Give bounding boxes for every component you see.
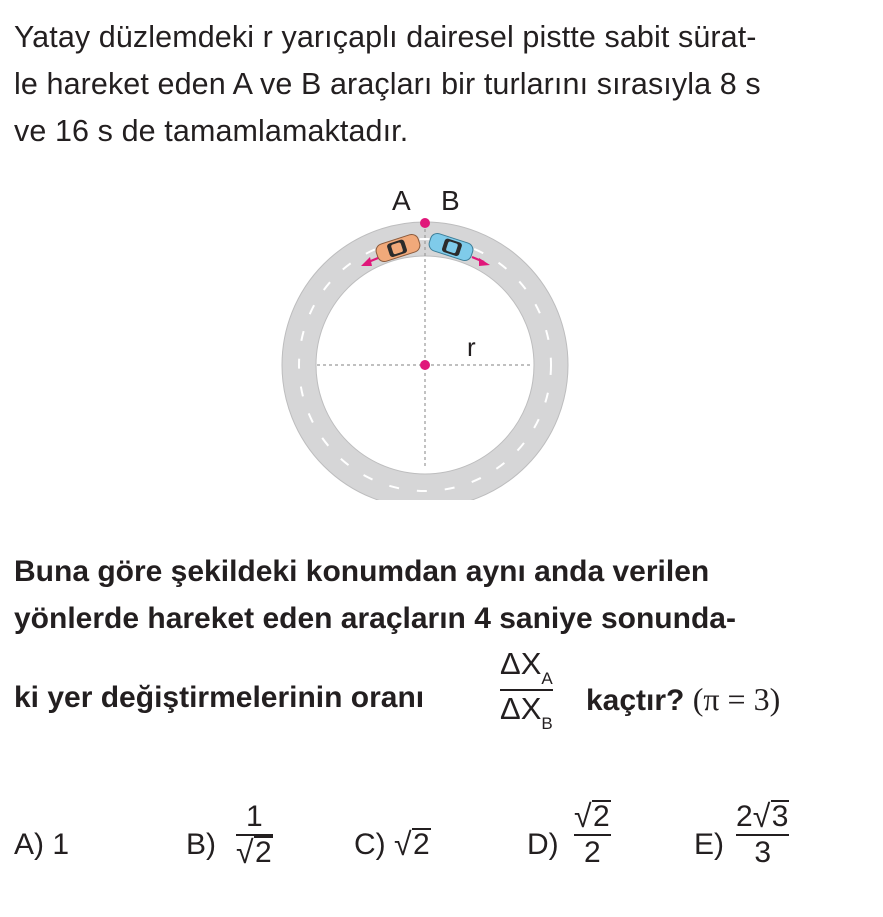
question-line-2: yönlerde hareket eden araçların 4 saniye sonunda-	[14, 602, 736, 635]
ratio-num-text: ΔX	[500, 646, 542, 681]
option-b-den: √ 2	[236, 834, 272, 870]
intro-line-3: ve 16 s de tamamlamaktadır.	[14, 114, 409, 148]
question-suffix	[586, 681, 780, 718]
option-e-value	[736, 800, 789, 870]
question-line-3	[14, 646, 874, 756]
option-c[interactable]: C) √ 2	[354, 826, 430, 862]
option-e-num-radicand: 3	[771, 800, 789, 833]
option-e-num: 2 √ 3	[736, 798, 789, 834]
label-a: A	[392, 185, 411, 216]
center-point	[420, 360, 430, 370]
option-a-label: A)	[14, 828, 44, 861]
track-svg	[270, 180, 580, 500]
option-b-num: 1	[246, 800, 263, 833]
intro-line-1: Yatay düzlemdeki r yarıçaplı dairesel pistte sabit sürat-	[14, 20, 757, 54]
start-point	[420, 218, 430, 228]
intro-text	[14, 14, 874, 155]
option-a-value: 1	[52, 828, 70, 861]
label-r: r	[467, 332, 476, 362]
question-text	[14, 548, 874, 642]
answer-options	[14, 795, 874, 905]
intro-line-2: le hareket eden A ve B araçları bir turlarını sırasıyla 8 s	[14, 67, 761, 101]
option-e-den: 3	[754, 836, 772, 869]
option-d-value	[574, 800, 611, 870]
option-d-num: √ 2	[574, 798, 610, 834]
option-b-value	[236, 800, 273, 870]
question-line-1: Buna göre şekildeki konumdan aynı anda verilen	[14, 555, 710, 588]
displacement-ratio	[500, 646, 553, 734]
label-b: B	[441, 185, 460, 216]
question-line-3-prefix: ki yer değiştirmelerinin oranı	[14, 681, 425, 714]
option-e-num-coef: 2	[736, 800, 753, 833]
option-c-label: C)	[354, 828, 386, 861]
question-suffix-text: kaçtır?	[586, 684, 685, 717]
option-d-label[interactable]: D)	[527, 828, 559, 861]
option-c-radicand: 2	[413, 828, 430, 861]
option-d-den: 2	[584, 836, 601, 869]
option-b-label[interactable]: B)	[186, 828, 216, 861]
ratio-denominator	[500, 691, 553, 734]
option-b-den-radicand: 2	[255, 836, 272, 869]
ratio-numerator	[500, 646, 553, 689]
circular-track-figure	[270, 180, 580, 500]
ratio-den-text: ΔX	[500, 691, 542, 726]
ratio-den-sub: B	[541, 714, 553, 733]
option-e-label[interactable]: E)	[694, 828, 724, 861]
pi-note: (π = 3)	[692, 681, 781, 717]
option-d-num-radicand: 2	[593, 800, 610, 833]
ratio-num-sub: A	[541, 669, 553, 688]
option-a[interactable]	[14, 828, 69, 862]
